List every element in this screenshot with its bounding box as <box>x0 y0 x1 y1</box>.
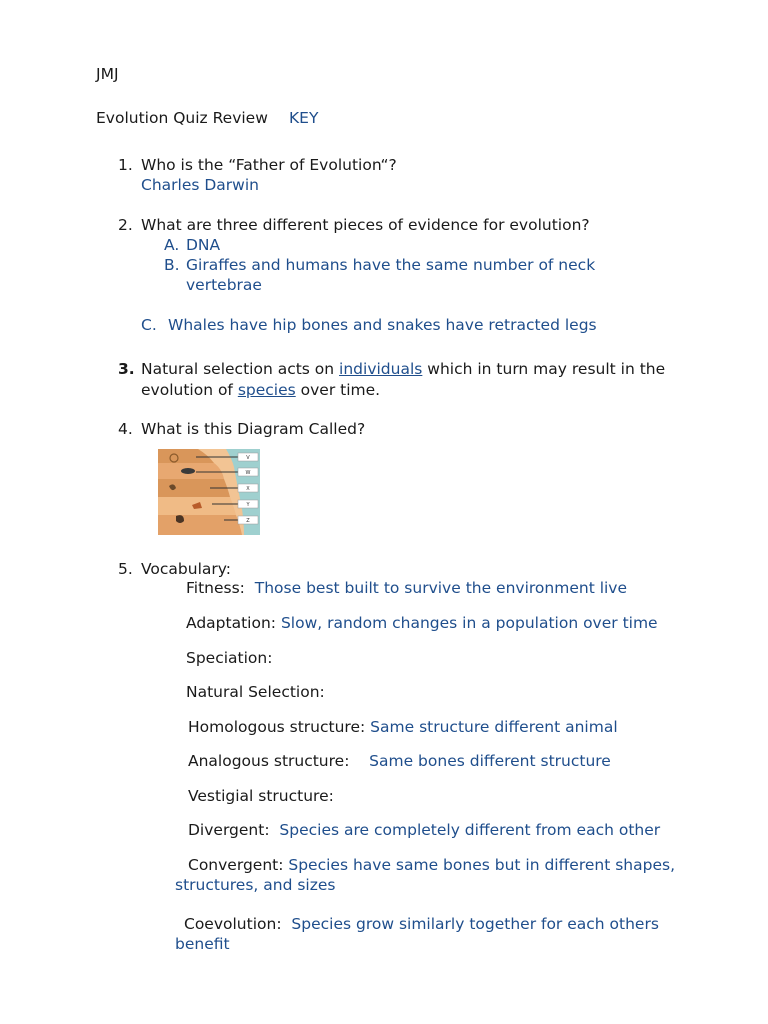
vocab-term: Coevolution: <box>184 915 282 933</box>
vocab-term: Divergent: <box>188 821 270 839</box>
vocab-divergent <box>188 820 660 840</box>
q3-part1: Natural selection acts on <box>141 360 335 378</box>
q2-c-text: Whales have hip bones and snakes have retracted legs <box>168 316 597 334</box>
q5-heading: Vocabulary: <box>141 560 232 578</box>
q2-b-text-line2: vertebrae <box>186 276 262 294</box>
q3-blank-species: species <box>237 381 296 399</box>
q2-c-letter: C. <box>141 316 157 334</box>
vocab-definition: Species grow similarly together for each others <box>291 915 659 933</box>
vocab-homologous <box>188 717 618 737</box>
q3-part2: which in turn may result in the <box>427 360 666 378</box>
vocab-definition: Same structure different animal <box>370 718 618 736</box>
vocab-fitness <box>186 578 627 598</box>
q4-question: What is this Diagram Called? <box>141 420 366 438</box>
initials: JMJ <box>96 65 119 83</box>
q2-number: 2. <box>118 216 133 234</box>
vocab-term: Homologous structure: <box>188 718 366 736</box>
q4-number: 4. <box>118 420 133 438</box>
q2-question: What are three different pieces of evidence for evolution? <box>141 216 590 234</box>
q2-a-text: DNA <box>186 236 221 254</box>
q3-line2 <box>141 380 380 400</box>
q3-number: 3. <box>118 360 135 378</box>
vocab-term: Fitness: <box>186 579 245 597</box>
q3-part4: over time. <box>300 381 381 399</box>
q3-line1 <box>141 359 665 379</box>
key-label: KEY <box>289 109 319 127</box>
q2-b-letter: B. <box>164 256 180 274</box>
vocab-speciation: Speciation: <box>186 649 273 667</box>
vocab-adaptation <box>186 613 658 633</box>
q2-b-text-line1: Giraffes and humans have the same number of neck <box>186 256 596 274</box>
vocab-definition: Species are completely different from each other <box>279 821 661 839</box>
q1-number: 1. <box>118 156 133 174</box>
q1-question: Who is the “Father of Evolution“? <box>141 156 397 174</box>
fossil-fish-icon <box>181 468 195 474</box>
vocab-term: Convergent: <box>188 856 284 874</box>
label-v: V <box>246 455 250 461</box>
q3-blank-individuals: individuals <box>339 360 423 378</box>
vocab-convergent <box>188 855 675 875</box>
vocab-coevolution <box>184 914 659 934</box>
label-y: Y <box>246 502 250 508</box>
label-z: Z <box>246 518 250 524</box>
vocab-definition: Slow, random changes in a population over time <box>280 614 658 632</box>
label-w: W <box>245 470 251 476</box>
vocab-definition: Those best built to survive the environment live <box>254 579 628 597</box>
page-title: Evolution Quiz Review <box>96 109 268 127</box>
layer-z <box>158 515 242 535</box>
q3-part3: evolution of <box>141 381 233 399</box>
q1-answer: Charles Darwin <box>141 176 259 194</box>
vocab-vestigial: Vestigial structure: <box>188 787 334 805</box>
vocab-analogous <box>188 751 611 771</box>
label-x: X <box>246 486 250 492</box>
vocab-term: Adaptation: <box>186 614 276 632</box>
vocab-definition: Same bones different structure <box>369 752 611 770</box>
vocab-natural-selection: Natural Selection: <box>186 683 325 701</box>
q2-a-letter: A. <box>164 236 180 254</box>
vocab-definition: Species have same bones but in different shapes, <box>288 856 675 874</box>
vocab-convergent-cont: structures, and sizes <box>175 876 336 894</box>
fossil-layers-diagram <box>158 449 260 535</box>
vocab-coevolution-cont: benefit <box>175 935 230 953</box>
q5-number: 5. <box>118 560 133 578</box>
vocab-term: Analogous structure: <box>188 752 350 770</box>
